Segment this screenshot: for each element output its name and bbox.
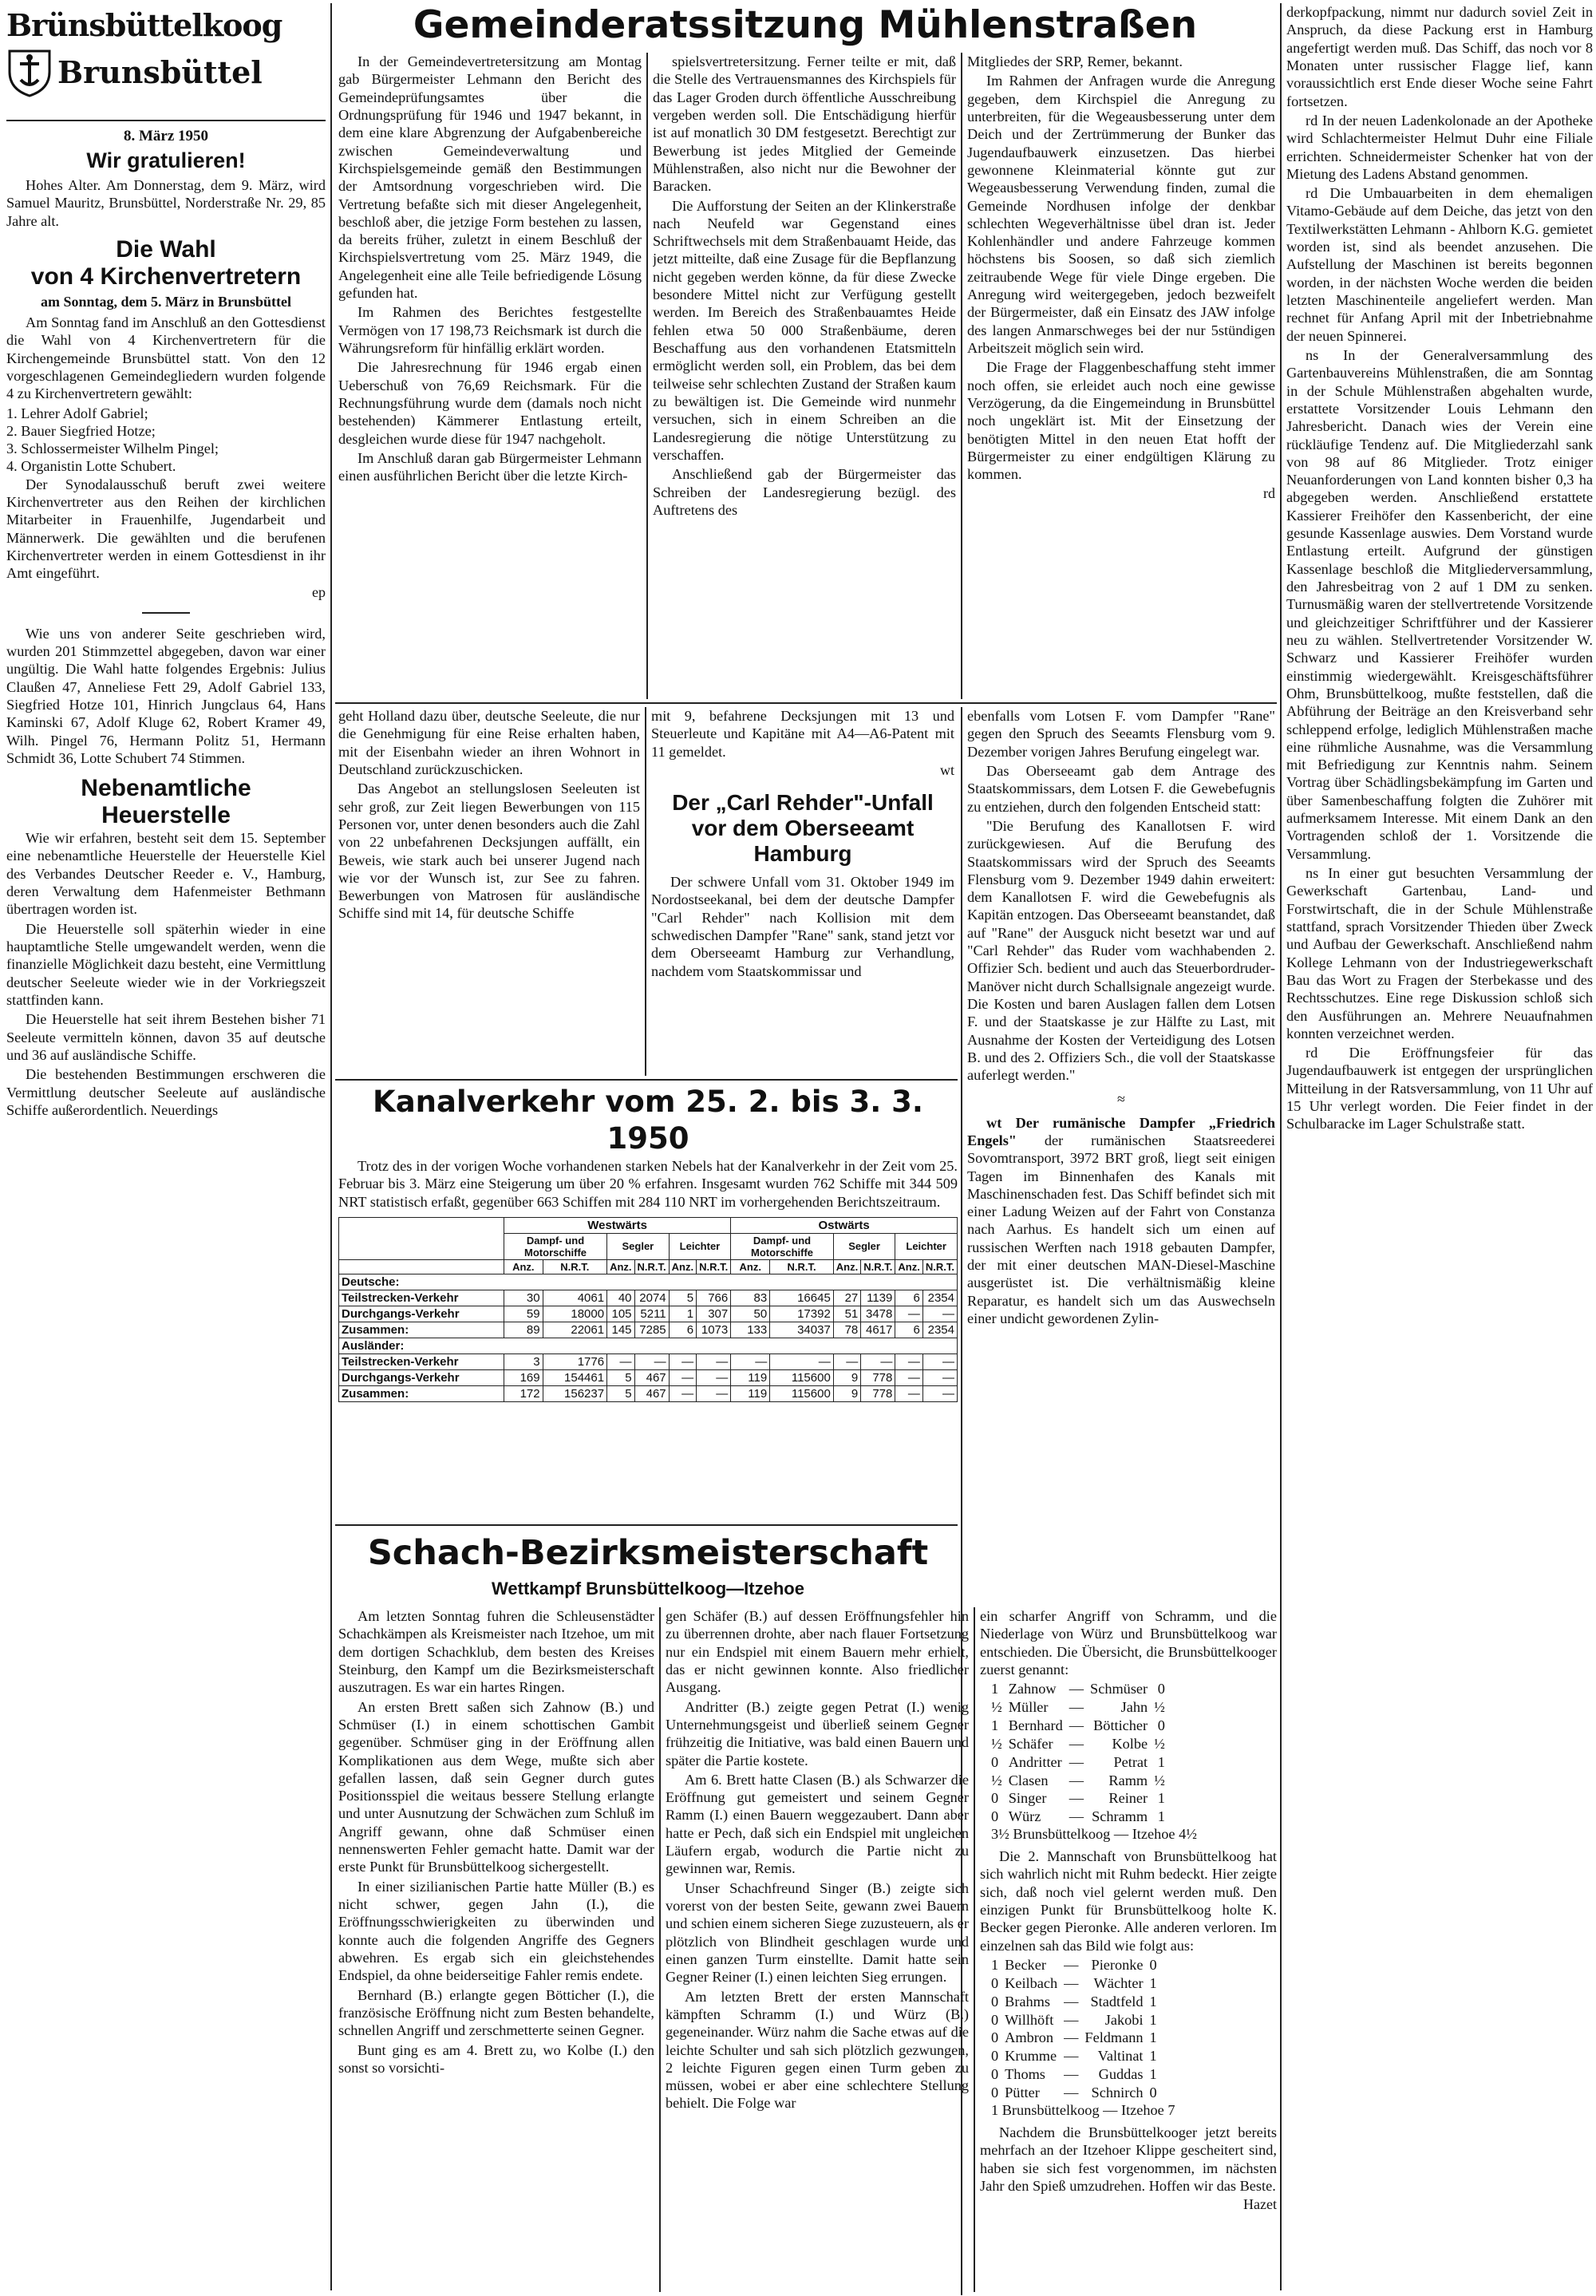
table-cell: 9 [833, 1385, 860, 1401]
table-cell: 4061 [543, 1290, 606, 1306]
local-news-paragraph: rd Die Eröffnungsfeier für das Jugendaufbauwerk ist entgegen der ursprünglichen Mitteilung in der Ratsversammlung, von 11 Uhr auf 15 Uhr verlegt worden. Die Feier findet in der Schulbaracke im Lager Schulstraße statt. [1286, 1045, 1593, 1132]
rehder-column [651, 707, 954, 1076]
result-cell: Schnirch [1091, 2085, 1144, 2101]
heuerstelle-paragraph: Die bestehenden Bestimmungen erschweren die Vermittlung deutscher Seeleute auf ausländische Schiffe außerordentlich. Neuerdings [6, 1066, 326, 1118]
schach-paragraph: Unser Schachfreund Singer (B.) zeigte sich vorerst von der besten Seite, gewann zwei Bauern und schien einem sicheren Siege zuzusteuern, als er plötzlich von Blindheit geschlagen wurde und einen ganzen Turm einstellte. Damit hatte sein Gegner Reiner (I.) einen leichten Sieg errungen. [666, 1879, 969, 1986]
result-row [988, 2011, 1160, 2029]
table-cell: 778 [861, 1369, 895, 1385]
result-row [988, 1735, 1168, 1753]
table-cell: — [922, 1353, 957, 1369]
schach-column-3 [980, 1607, 1277, 2292]
column-header: Anz. [895, 1259, 922, 1274]
result-row [988, 1974, 1160, 1993]
result-cell: 1 [1157, 1753, 1165, 1770]
heuerstelle-paragraph: Das Angebot an stellungslosen Seeleuten ist sehr groß, zur Zeit liegen Bewerbungen von 115 Personen vor, unter denen besonders auch die Zahl von 22 unbefahrenen Decksjungen auffällt, ein Beweis, wie stark auch bei unserer Jugend nach wie vor der Wunsch ist, zur See zu fahren. Bewerbungen von Matrosen für ausländische Schiffe sind mit 14, für deutsche Schiffe [338, 780, 640, 922]
table-cell: 172 [504, 1385, 543, 1401]
engels-paragraph [967, 1114, 1275, 1328]
rehder-paragraph: "Die Berufung des Kanallotsen F. wird zurückgewiesen. Auf die Berufung des Staatskommissars wird der Spruch des Seeamts Flensburg vom 9. Dezember 1949 dahin erweitert: dem Kanallotsen F. wird die Gewebefugnis als Kapitän entzogen. Das Oberseeamt beanstandet, daß auf "Rane" der Ausguck nicht besetzt war und auf "Carl Rehder" das Ruder vom wachhabenden 2. Offizier Sch. bedient und auch das Steuerbordruder-Manöver nicht durch Schallsignale angezeigt wurde. Die Kosten und baren Auslagen fallen dem Lotsen F. und der Staatskasse je zur Hälfte zu Last, mit Ausnahme der Kosten der Verteidigung des Lotsen B. und des 2. Offiziers Sch., die voll der Staatskasse auferlegt werden." [967, 817, 1275, 1084]
table-cell: 5 [607, 1385, 634, 1401]
table-cell: 115600 [770, 1369, 834, 1385]
schach-paragraph: gen Schäfer (B.) auf dessen Eröffnungsfehler hin zu überrennen drohte, aber nach flauer Fortsetzung nur ein Endspiel mit einem Bauern mehr erhielt, das er nicht gewinnen konnte. Also friedlicher Ausgang. [666, 1608, 969, 1696]
table-cell: 78 [833, 1322, 860, 1338]
table-cell: 2074 [634, 1290, 669, 1306]
result-cell: Keilbach [1005, 1974, 1058, 1991]
schach-paragraph: Nachdem die Brunsbüttelkooger jetzt bereits mehrfach an der Itzehoer Klippe gescheitert sind, haben sie sich fest vorgenommen, im nächsten Jahr den Spieß umzudrehen. Hoffen wir das Beste. [980, 2124, 1277, 2194]
gratulieren-headline: Wir gratulieren! [86, 148, 246, 172]
table-cell: 145 [607, 1322, 634, 1338]
gemeinde-paragraph: Die Aufforstung der Seiten an der Klinkerstraße nach Neufeld war Gegenstand eines Schriftwechsels mit dem Straßenbauamt Heide, das jetzt mitteilte, daß eine Zusage für die Bepflanzung nicht gegeben werden könne, da für diese Zwecke besondere Mittel nicht zur Verfügung gestellt werden. Im Bereich des Straßenbauamtes Heide fehlen etwa 50 000 Straßenbäume, deren Beschaffung aus den vorhandenen Etatsmitteln ermöglicht werden soll, ein Problem, das bei dem teilweise sehr schlechten Zustand der Straßen kaum zu bewältigen ist. Die Gemeinde wird nunmehr versuchen, sich in einem Schreiben an die Landesregierung die nötige Unterstützung zu verschaffen. [653, 197, 956, 463]
result-cell: Becker [1005, 1957, 1046, 1973]
table-cell: — [669, 1385, 696, 1401]
gratulieren-text: Hohes Alter. Am Donnerstag, dem 9. März, wird Samuel Mauritz, Brunsbüttel, Norderstraße Nr. 29, 85 Jahre alt. [6, 177, 326, 229]
result-cell: Pütter [1005, 2085, 1040, 2101]
result-cell: 1 [1149, 2011, 1157, 2028]
oberseeamt-column [967, 707, 1275, 1585]
table-cell: 6 [895, 1290, 922, 1306]
results-total-1: 3½ Brunsbüttelkoog — Itzehoe 4½ [991, 1826, 1197, 1843]
result-cell: Pieronke [1091, 1957, 1144, 1973]
row-label: Zusammen: [339, 1322, 504, 1338]
table-cell: — [895, 1369, 922, 1385]
result-cell: Kolbe [1112, 1735, 1148, 1752]
table-cell: — [697, 1369, 731, 1385]
table-cell: 1776 [543, 1353, 606, 1369]
result-row [988, 1956, 1160, 1974]
byline: Hazet [1243, 2196, 1277, 2213]
schach-paragraph: Die 2. Mannschaft von Brunsbüttelkoog hat sich wahrlich nicht mit Ruhm bedeckt. Hier zeigte sich, daß noch viel gelernt werden muß. Den einzigen Punkt für Brunsbüttelkoog holte K. Becker gegen Pieronke. Alle anderen verloren. Im einzelnen sah das Bild wie folgt aus: [980, 1848, 1277, 1954]
result-cell: 0 [991, 1808, 999, 1825]
result-cell: Stadtfeld [1090, 1993, 1144, 2009]
result-cell: — [1069, 1772, 1084, 1788]
result-row [988, 1993, 1160, 2011]
table-cell: 22061 [543, 1322, 606, 1338]
group-label: Deutsche: [339, 1274, 958, 1290]
result-cell: 0 [1157, 1681, 1165, 1697]
column-right [1286, 3, 1593, 2290]
table-cell: 1073 [697, 1322, 731, 1338]
list-item: 1. Lehrer Adolf Gabriel; [6, 405, 148, 421]
table-cell: 59 [504, 1306, 543, 1322]
table-cell: 467 [634, 1385, 669, 1401]
table-cell: 154461 [543, 1369, 606, 1385]
result-cell: Singer [1008, 1790, 1047, 1807]
result-cell: ½ [1154, 1735, 1165, 1752]
results-table-1 [988, 1680, 1168, 1826]
result-row [988, 1717, 1168, 1735]
result-cell: — [1069, 1717, 1084, 1733]
table-cell: 51 [833, 1306, 860, 1322]
table-cell: 83 [731, 1290, 770, 1306]
result-row [988, 1789, 1168, 1808]
heuerstelle-headline-line1: Nebenamtliche [81, 775, 251, 802]
result-cell: 1 [1157, 1790, 1165, 1807]
table-row [339, 1290, 958, 1306]
schach-subheadline: Wettkampf Brunsbüttelkoog—Itzehoe [492, 1579, 804, 1599]
table-cell: — [895, 1353, 922, 1369]
table-cell: 115600 [770, 1385, 834, 1401]
gemeinde-headline: Gemeinderatssitzung Mühlenstraßen [413, 3, 1198, 47]
gemeinde-paragraph: spielsvertretersitzung. Ferner teilte er mit, daß die Stelle des Vertrauensmannes des Kirchspiels für das Lager Groden durch öffentliche Ausschreibung vergeben werden soll. Die Entschädigung hierfür ist auf monatlich 30 DM festgesetzt. Berechtigt zur Bewerbung ist jedes Mitglied der Gemeinde Mühlenstraßen, also nicht nur die Bewohner der Baracken. [653, 53, 956, 195]
wahl-result-paragraph: Wie uns von anderer Seite geschrieben wird, wurden 201 Stimmzettel abgegeben, davon war einer ungültig. Die Wahl hatte folgendes Ergebnis: Julius Claußen 47, Anneliese Fett 29, Adolf Gabriel 133, Siegfried Hotze 101, Hinrich Jungclaus 64, Hans Kaminski 67, Adolf Kluge 62, Robert Kramer 49, Wilh. Pingel 76, Hermann Politz 51, Hermann Schmidt 36, Lotte Schubert 74 Stimmen. [6, 625, 326, 766]
result-cell: 0 [991, 2029, 999, 2046]
result-cell: Reiner [1108, 1790, 1148, 1807]
result-row [988, 2065, 1160, 2084]
heuerstelle-paragraph: Die Heuerstelle hat seit ihrem Bestehen bisher 71 Seeleute vermitteln können, davon 35 auf deutsche und 36 auf ausländische Schiffe. [6, 1011, 326, 1063]
result-cell: — [1064, 2066, 1079, 2083]
result-cell: Bötticher [1093, 1717, 1148, 1733]
result-cell: Schramm [1092, 1808, 1148, 1825]
result-cell: 0 [991, 1993, 999, 2009]
table-cell: — [922, 1306, 957, 1322]
table-cell: — [731, 1353, 770, 1369]
gemeinde-paragraph: Die Frage der Flaggenbeschaffung steht immer noch offen, sie erleidet auch noch eine gewisse Verzögerung, da die Eingemeindung in Brunsbüttel noch ungeklärt ist. Mit der Einsetzung der benötigten Mittel in den neuen Etat hofft der Bürgermeister zu einer endgültigen Klärung zu kommen. [967, 359, 1275, 483]
result-row [988, 2029, 1160, 2047]
row-label: Zusammen: [339, 1385, 504, 1401]
result-cell: — [1064, 1957, 1079, 1973]
result-row [988, 1680, 1168, 1698]
table-cell: 1139 [861, 1290, 895, 1306]
heuerstelle-headline [6, 775, 326, 829]
result-cell: — [1064, 2048, 1079, 2065]
result-cell: Valtinat [1097, 2048, 1144, 2065]
westbound-header: Westwärts [504, 1217, 731, 1233]
rehder-paragraph: Der schwere Unfall vom 31. Oktober 1949 im Nordostseekanal, bei dem der deutsche Dampfer "Carl Rehder" nach Kollision mit dem schwedischen Dampfer "Rane" sank, stand jetzt vor dem Oberseeamt Hamburg zur Verhandlung, nachdem vom Staatskommissar und [651, 873, 954, 979]
table-cell: — [922, 1385, 957, 1401]
row-label: Durchgangs-Verkehr [339, 1369, 504, 1385]
result-cell: 1 [1157, 1808, 1165, 1825]
wahl-headline [6, 236, 326, 290]
result-cell: — [1064, 2085, 1079, 2101]
schach-paragraph: Andritter (B.) zeigte gegen Petrat (I.) wenig Unternehmungsgeist und überließ seinem Gegner frühzeitig die Initiative, was bald einen Bauern und später die Partie kostete. [666, 1698, 969, 1768]
schach-paragraph: ein scharfer Angriff von Schramm, und die Niederlage von Würz und Brunsbüttelkoog war entschieden. Die Übersicht, die Brunsbüttelkooger zuerst genannt: [980, 1608, 1277, 1678]
wahl-paragraph: Der Synodalausschuß beruft zwei weitere Kirchenvertreter aus den Reihen der kirchlichen Mitarbeiter in Frauenhilfe, Jugendarbeit und Männerwerk. Die gewählten und die berufenen Kirchenvertreter werden in einem Gottesdienst in ihr Amt eingeführt. [6, 476, 326, 582]
kanal-table [338, 1217, 958, 1402]
table-cell: 2354 [922, 1322, 957, 1338]
result-cell: 1 [1149, 1993, 1157, 2009]
gemeinde-paragraph: Im Rahmen der Anfragen wurde die Anregung gegeben, dem Kirchspiel die Anregung zu unterbreiten, für die Wegeausbesserung unter dem Deich und der Zertrümmerung der Bunker das Jugendaufbauwerk einzusetzen. Das hierbei gewonnene Kleinmaterial könnte gut zur Wegeausbesserung Verwendung finden, zumal die Gemeinde Nordhusen infolge der denkbar schlechten Wegeverhältnisse übel dran ist. Jeder Kohlenhändler und andere Fahrzeuge kommen höchstens bis Soosen, so daß sich ziemlich zeitraubende Wege für viele Dinge ergeben. Die Anregung wird weitergegeben, jedoch bezweifelt der Bürgermeister, daß ein Einsatz des JAW infolge des langen Anmarschweges bei der nur 5stündigen Arbeitszeit möglich sein wird. [967, 73, 1275, 356]
result-cell: 0 [991, 2085, 999, 2101]
heuerstelle-continued [338, 707, 640, 1076]
result-row [988, 1808, 1168, 1826]
result-cell: 0 [991, 1974, 999, 1991]
column-header: N.R.T. [861, 1259, 895, 1274]
result-cell: — [1069, 1681, 1084, 1697]
table-cell: — [922, 1369, 957, 1385]
table-cell: — [669, 1369, 696, 1385]
table-cell: — [895, 1306, 922, 1322]
result-cell: — [1069, 1753, 1084, 1770]
rehder-paragraph: ebenfalls vom Lotsen F. vom Dampfer "Rane" gegen den Spruch des Seeamts Flensburg vom 9. Dezember vorigen Jahres Berufung eingelegt war. [967, 708, 1275, 760]
table-cell: — [669, 1353, 696, 1369]
table-cell: 18000 [543, 1306, 606, 1322]
result-cell: Andritter [1008, 1753, 1062, 1770]
heuerstelle-headline-line2: Heuerstelle [101, 802, 231, 829]
result-cell: Schmüser [1090, 1681, 1148, 1697]
schach-paragraph: Am letzten Brett der ersten Mannschaft kämpften Schramm (I.) und Würz (B.) gegeneinander. Würz nahm die Sache etwas auf die leichte Schulter und sah sich plötzlich gezwungen, 2 leichte Figuren gegen einen Turm geben zu müssen, wobei er aber eine schlechtere Stellung behielt. Die Folge war [666, 1988, 969, 2112]
masthead-line1: Brünsbüttelkoog [6, 7, 282, 43]
wahl-headline-line1: Die Wahl [116, 235, 216, 263]
wahl-paragraph: Am Sonntag fand im Anschluß an den Gottesdienst die Wahl von 4 Kirchenvertretern für die Kirchengemeinde Brunsbüttel statt. Von den 12 vorgeschlagenen Gemeindegliedern wurden folgende 4 zu Kirchenvertretern gewählt: [6, 314, 326, 402]
column-header: Dampf- und Motorschiffe [504, 1233, 607, 1259]
result-cell: ½ [991, 1699, 1002, 1716]
eastbound-header: Ostwärts [731, 1217, 958, 1233]
list-item: 4. Organistin Lotte Schubert. [6, 458, 176, 475]
table-row [339, 1353, 958, 1369]
table-cell: 105 [607, 1306, 634, 1322]
table-cell: — [697, 1353, 731, 1369]
list-item: 2. Bauer Siegfried Hotze; [6, 422, 156, 439]
result-cell: — [1064, 2029, 1079, 2046]
schach-paragraph: Bunt ging es am 4. Brett zu, wo Kolbe (I.) den sonst so vorsichti- [338, 2041, 654, 2076]
kanal-article [338, 1084, 958, 1519]
gemeinde-paragraph: Mitgliedes der SRP, Remer, bekannt. [967, 53, 1183, 69]
gemeinde-paragraph: Im Rahmen des Berichtes festgestellte Vermögen von 17 198,73 Reichsmark ist durch die Währungsreform für hinfällig erklärt worden. [338, 304, 642, 356]
result-cell: 0 [991, 1790, 999, 1807]
table-cell: 766 [697, 1290, 731, 1306]
schach-paragraph: In einer sizilianischen Partie hatte Müller (B.) es nicht schwer, gegen Jahn (I.), die Eröffnungsschwierigkeiten zu überwinden und konnte auch die folgenden Angriffe des Gegners abwehren. Es ergab sich ein gleichstehendes Endspiel, da ohne beiderseitige Fahler remis endete. [338, 1878, 654, 1984]
table-cell: 467 [634, 1369, 669, 1385]
list-item: 3. Schlossermeister Wilhelm Pingel; [6, 441, 219, 457]
result-cell: Petrat [1113, 1753, 1148, 1770]
table-cell: 169 [504, 1369, 543, 1385]
table-row [339, 1369, 958, 1385]
masthead [6, 3, 326, 123]
schach-headline: Schach-Bezirksmeisterschaft [367, 1533, 929, 1573]
row-label: Teilstrecken-Verkehr [339, 1353, 504, 1369]
column-header: Anz. [504, 1259, 543, 1274]
result-cell: Ambron [1005, 2029, 1054, 2046]
result-cell: ½ [1154, 1699, 1165, 1716]
byline: wt [940, 761, 954, 778]
column-header: Anz. [669, 1259, 696, 1274]
divider: ≈ [1117, 1090, 1125, 1107]
table-row [339, 1385, 958, 1401]
result-cell: 1 [991, 1957, 999, 1973]
result-cell: Bernhard [1008, 1717, 1063, 1733]
result-cell: — [1064, 2011, 1079, 2028]
heuerstelle-paragraph: geht Holland dazu über, deutsche Seeleute, die nur die Genehmigung für eine Reise erhalten haben, mit der Eisenbahn wieder an ihren Wohnort in Deutschland zurückzuschicken. [338, 708, 640, 777]
result-cell: Thoms [1005, 2066, 1045, 2083]
kanal-paragraph: Trotz des in der vorigen Woche vorhandenen starken Nebels hat der Kanalverkehr in der Zeit vom 25. Februar bis 3. März eine Steigerung um über 20 % erfahren. Insgesamt wurden 762 Schiffe mit 344 509 NRT statistisch erfaßt, gegenüber 663 Schiffen mit 284 110 NRT im vorhergehenden Berichtszeitraum. [338, 1158, 958, 1210]
column-header: N.R.T. [697, 1259, 731, 1274]
table-row [339, 1322, 958, 1338]
result-cell: 0 [1149, 1957, 1157, 1973]
result-cell: Müller [1008, 1699, 1049, 1716]
table-cell: 156237 [543, 1385, 606, 1401]
table-cell: 89 [504, 1322, 543, 1338]
table-cell: — [861, 1353, 895, 1369]
result-cell: 0 [991, 2011, 999, 2028]
wahl-headline-line2: von 4 Kirchenvertretern [30, 263, 302, 290]
rehder-paragraph: Das Oberseeamt gab dem Antrage des Staatskommissars, dem Lotsen F. die Gewebefugnis zu entziehen, durch den folgenden Entscheid statt: [967, 762, 1275, 815]
table-cell: 5 [669, 1290, 696, 1306]
result-row [988, 1698, 1168, 1717]
column-header: N.R.T. [634, 1259, 669, 1274]
table-cell: 7285 [634, 1322, 669, 1338]
table-cell: 6 [895, 1322, 922, 1338]
result-cell: Würz [1008, 1808, 1041, 1825]
result-cell: 0 [991, 2066, 999, 2083]
result-cell: Ramm [1108, 1772, 1148, 1788]
gemeinde-column-3 [967, 53, 1275, 699]
kanal-headline: Kanalverkehr vom 25. 2. bis 3. 3. 1950 [373, 1085, 923, 1156]
local-news-paragraph: rd Die Umbauarbeiten in dem ehemaligen Vitamo-Gebäude auf dem Deiche, das jetzt von den Textilwerkstätten Lehmann - Ahlborn K.G. gemietet worden ist, sind als beendet anzusehen. Die Aufstellung der Maschinen ist bereits begonnen worden, in der nächsten Woche werden die beiden letzten Maschinenteile angeliefert werden. Man rechnet für Anfang April mit der Inbetriebnahme der neuen Spinnerei. [1286, 185, 1593, 344]
column-left [6, 124, 326, 2292]
result-cell: 1 [991, 1717, 999, 1733]
table-cell: — [833, 1353, 860, 1369]
table-cell: — [770, 1353, 834, 1369]
result-cell: 1 [1149, 2048, 1157, 2065]
result-cell: Krumme [1005, 2048, 1057, 2065]
schach-paragraph: Am letzten Sonntag fuhren die Schleusenstädter Schachkämpen als Kreismeister nach Itzehoe, um mit dem dortigen Schachklub, dem besten des Kreises Steinburg, den Kampf um die Bezirksmeisterschaft auszutragen. Es war ein hartes Ringen. [338, 1608, 654, 1696]
result-cell: Jahn [1120, 1699, 1148, 1716]
byline: ep [312, 583, 326, 600]
table-cell: 40 [607, 1290, 634, 1306]
schach-paragraph: An ersten Brett saßen sich Zahnow (B.) und Schmüser (I.) in einem schottischen Gambit gegenüber. Schmüser ging in der Eröffnung allen Komplikationen aus dem Wege, mußte sich aber gefallen lassen, daß sein Gegner durch gutes Positionsspiel die weitaus bessere Stellung erlangte und unter Ausnutzung der Schwächen zum Schluß im Angriff gewann, ohne daß Schmüser einen nennenswerten Fehler gemacht hatte. Damit war der erste Punkt für Brunsbüttelkoog sichergestellt. [338, 1698, 654, 1875]
table-cell: 4617 [861, 1322, 895, 1338]
wahl-elected-list [6, 405, 326, 476]
wahl-subheadline: am Sonntag, dem 5. März in Brunsbüttel [40, 293, 291, 310]
group-label: Ausländer: [339, 1338, 958, 1353]
rehder-headline: Der „Carl Rehder"-Unfall vor dem Oberseeamt Hamburg [672, 789, 934, 866]
issue-date: 8. März 1950 [123, 128, 209, 144]
row-label: Teilstrecken-Verkehr [339, 1290, 504, 1306]
column-header: Leichter [669, 1233, 731, 1259]
result-cell: — [1069, 1790, 1084, 1807]
table-cell: 17392 [770, 1306, 834, 1322]
row-label: Durchgangs-Verkehr [339, 1306, 504, 1322]
result-row [988, 1753, 1168, 1772]
result-cell: 0 [1157, 1717, 1165, 1733]
result-cell: Brahms [1005, 1993, 1051, 2009]
schach-paragraph: Am 6. Brett hatte Clasen (B.) als Schwarzer die Eröffnung gut gemeistert und seinem Gegner Ramm (I.) einen Bauern weggezaubert. Dann aber hatte er Pech, daß sich ein Endspiel mit ungleichen Läufern ergab, wodurch die Partie nicht zu gewinnen war, Remis. [666, 1771, 969, 1877]
local-news-paragraph: ns In einer gut besuchten Versammlung der Gewerkschaft Gartenbau, Land- und Forstwirtschaft, die in der Schule Mühlenstraße stattfand, sprach Vorsitzender Thieden über Zweck und Aufbau der Gewerkschaft. Anschließend nahm Kollege Lehmann von der Industriegewerkschaft Bau das Wort zu Fragen der Sterbekasse und des Rechtsschutzes. Eine rege Diskussion schloß sich den Ausführungen an. Mehrere Neuaufnahmen konnten verzeichnet werden. [1286, 865, 1593, 1041]
column-header: Anz. [731, 1259, 770, 1274]
table-cell: 119 [731, 1369, 770, 1385]
town-crest-icon [6, 48, 53, 97]
divider [142, 612, 190, 614]
table-cell: 307 [697, 1306, 731, 1322]
heuerstelle-paragraph: mit 9, befahrene Decksjungen mit 13 und Steuerleute und Kapitäne mit A4—A6-Patent mit 11 gemeldet. [651, 708, 954, 760]
result-cell: — [1069, 1808, 1084, 1825]
local-news-paragraph: ns In der Generalversammlung des Gartenbauvereins Mühlenstraßen, die am Sonntag in der Schule Mühlenstraßen abgehalten wurde, erstattete Vorsitzender Louis Lehmann den Jahresbericht. Danach wies der Verein eine rückläufige Tendenz auf. Die Mitgliederzahl sank von 98 auf 86 Mitglieder. Trotz einiger Neuanforderungen von Land konnten bisher 0,3 ha abgegeben werden. Anschließend erstattete Kassierer Freihöfer den Kassenbericht, der eine gesunde Kassenlage auswies. Dem Vorstand wurde Entlastung erteilt. Aufgrund der günstigen Kassenlage beschloß die Mitgliederversammlung, den Jahresbeitrag von 2 auf 1 DM zu senken. Turnusmäßig waren der stellvertretende Vorsitzende und gleichzeitiger Schriftführer und der Kassierer neu zu wählen. Stellvertretender Vorsitzender W. Schwarz und Kassierer Freihöfer wurden einstimmig wiedergewählt. Kreisgeschäftsführer Ohm, Brunsbüttelkoog, mußte feststellen, daß die Abführung der Beiträge an den Kreisverband sehr schleppend erfolge, lediglich Mühlenstraßen mache eine rühmliche Ausnahme, was die Versammlung mit Befriedigung zur Kenntnis nahm. Seinem Vortrag über Schädlingsbekämpfung im Garten und über Samenbeschaffung folgten die Zuhörer mit aufmerksamem Interesse. Mit einem Dank an den Vortragenden schloß der 1. Vorsitzende die Versammlung. [1286, 346, 1593, 862]
table-cell: — [607, 1353, 634, 1369]
engels-text: der rumänischen Staatsreederei Sovomtransport, 3972 BRT groß, liegt seit einigen Tagen im Binnenhafen des Kanals mit Maschinenschaden fest. Das Schiff befindet sich mit einer Ladung Weizen auf der Fahrt von Constanza nach Aarhus. Es handelt sich um einen auf russischen Werften nach 1918 gebauten Dampfer, der mit einer deutschen MAN-Diesel-Maschine ausgerüstet ist. Die verhältnismäßig kleine Reparatur, es handelt sich um das Auswechseln einer undicht gewordenen Zylin- [967, 1132, 1275, 1326]
schach-paragraph: Bernhard (B.) erlangte gegen Bötticher (I.), die französische Eröffnung nicht zum Besten behandelte, schnellen Angriff und zerschmetterte seinen Gegner. [338, 1986, 654, 2039]
result-cell: Jakobi [1104, 2011, 1144, 2028]
result-cell: — [1069, 1699, 1084, 1716]
result-cell: 1 [1149, 2066, 1157, 2083]
column-header: Leichter [895, 1233, 958, 1259]
heuerstelle-paragraph: Wie wir erfahren, besteht seit dem 15. September eine nebenamtliche Heuerstelle der Heuerstelle Kiel des Verbandes Deutscher Reeder e. V., Hamburg, deren Verwaltung dem Hafenmeister Bethmann übertragen worden ist. [6, 830, 326, 918]
column-header: N.R.T. [922, 1259, 957, 1274]
table-cell: 16645 [770, 1290, 834, 1306]
byline: rd [1263, 484, 1275, 501]
table-cell: 9 [833, 1369, 860, 1385]
result-cell: 1 [1149, 2029, 1157, 2046]
local-news-paragraph: rd In der neuen Ladenkolonade an der Apotheke wird Schlachtermeister Helmut Duhr eine Filiale errichten. Schneidermeister Schenker hat von der Mietung des Ladens Abstand genommen. [1286, 112, 1593, 182]
result-cell: — [1064, 1974, 1079, 1991]
column-header: Dampf- und Motorschiffe [731, 1233, 834, 1259]
table-cell: 119 [731, 1385, 770, 1401]
heuerstelle-paragraph: Die Heuerstelle soll späterhin wieder in eine hauptamtliche Stelle umgewandelt werden, wenn die finanzielle Möglichkeit dazu besteht, eine Vermittlung deutscher Seeleute wieder wie in der Vorkriegszeit stattfinden kann. [6, 920, 326, 1008]
column-header: Segler [607, 1233, 670, 1259]
table-cell: 133 [731, 1322, 770, 1338]
gemeinde-paragraph: Anschließend gab der Bürgermeister das Schreiben der Landesregierung bezügl. des Auftretens des [653, 466, 956, 518]
result-cell: Guddas [1098, 2066, 1144, 2083]
results-total-2: 1 Brunsbüttelkoog — Itzehoe 7 [991, 2101, 1175, 2118]
table-cell: 30 [504, 1290, 543, 1306]
table-cell: 6 [669, 1322, 696, 1338]
column-header: Segler [833, 1233, 895, 1259]
table-cell: — [895, 1385, 922, 1401]
column-header: N.R.T. [543, 1259, 606, 1274]
engels-paragraph: derkopfpackung, nimmt nur dadurch soviel Zeit in Anspruch, da diese Packung erst in Hamburg angefertigt werden muß. Das Schiff, das noch vor 8 Monaten unter russischer Flagge lief, kann voraussichtlich erst Ende dieser Woche seine Fahrt fortsetzen. [1286, 4, 1593, 109]
table-row [339, 1306, 958, 1322]
table-cell: 34037 [770, 1322, 834, 1338]
gemeinde-paragraph: Die Jahresrechnung für 1946 ergab einen Ueberschuß von 76,69 Reichsmark. Für die Rechnungsführung wurde dem (damals noch nicht bestehenden) Kämmerer Entlastung erteilt, desgleichen wurde diese für 1947 nachgeholt. [338, 359, 642, 447]
table-cell: 778 [861, 1385, 895, 1401]
result-cell: 0 [991, 1753, 999, 1770]
schach-column-1 [338, 1607, 654, 2292]
result-cell: — [1069, 1735, 1084, 1752]
result-cell: 1 [991, 1681, 999, 1697]
table-cell: 5211 [634, 1306, 669, 1322]
column-header: N.R.T. [770, 1259, 834, 1274]
result-cell: Wächter [1093, 1974, 1144, 1991]
result-cell: Schäfer [1008, 1735, 1053, 1752]
gemeinde-paragraph: In der Gemeindevertretersitzung am Montag gab Bürgermeister Lehmann den Bericht des Gemeindeprüfungsamtes über die Ordnungsprüfung für 1946 und 1947 bekannt, in dem eine klare Abgrenzung der Aufgabenbereiche zwischen Gemeindeverwaltung und Kirchspielsgemeinde gemäß den Bestimmungen der Amtsordnung vorgeschrieben wird. Die Vertretung befaßte sich mit dieser Angelegenheit, beschloß aber, die jetzige Form bestehen zu lassen, da bereits früher, zuletzt in einem Beschluß der Kirchspielsvertretung vom 25. März 1949, die Angelegenheit eine alle Teile befriedigende Lösung gefunden hat. [338, 53, 642, 302]
result-cell: — [1064, 1993, 1079, 2009]
table-cell: 2354 [922, 1290, 957, 1306]
table-cell: 27 [833, 1290, 860, 1306]
table-cell: 3 [504, 1353, 543, 1369]
result-cell: 1 [1149, 1974, 1157, 1991]
gemeinde-column-1 [338, 53, 642, 699]
gemeinde-column-2 [653, 53, 956, 699]
engels-lead: wt Der rumänische Dampfer „Friedrich Engels" [967, 1114, 1275, 1148]
column-header: Anz. [833, 1259, 860, 1274]
table-cell: — [634, 1353, 669, 1369]
table-cell: 3478 [861, 1306, 895, 1322]
result-row [988, 1772, 1168, 1790]
result-cell: Feldmann [1084, 2029, 1144, 2046]
masthead-line2: Brunsbüttel [57, 54, 263, 90]
table-cell: 5 [607, 1369, 634, 1385]
result-cell: Willhöft [1005, 2011, 1054, 2028]
result-row [988, 2047, 1160, 2065]
result-cell: ½ [991, 1772, 1002, 1788]
gemeinde-paragraph: Im Anschluß daran gab Bürgermeister Lehmann einen ausführlichen Bericht über die letzte Kirch- [338, 449, 642, 484]
table-cell: — [697, 1385, 731, 1401]
table-cell: 50 [731, 1306, 770, 1322]
result-cell: Clasen [1008, 1772, 1049, 1788]
result-cell: 0 [991, 2048, 999, 2065]
column-header: Anz. [607, 1259, 634, 1274]
result-cell: ½ [1154, 1772, 1165, 1788]
results-table-2 [988, 1956, 1160, 2102]
result-cell: ½ [991, 1735, 1002, 1752]
result-row [988, 2084, 1160, 2102]
result-cell: 0 [1149, 2085, 1157, 2101]
result-cell: Zahnow [1008, 1681, 1057, 1697]
schach-column-2 [666, 1607, 969, 2292]
table-cell: 1 [669, 1306, 696, 1322]
